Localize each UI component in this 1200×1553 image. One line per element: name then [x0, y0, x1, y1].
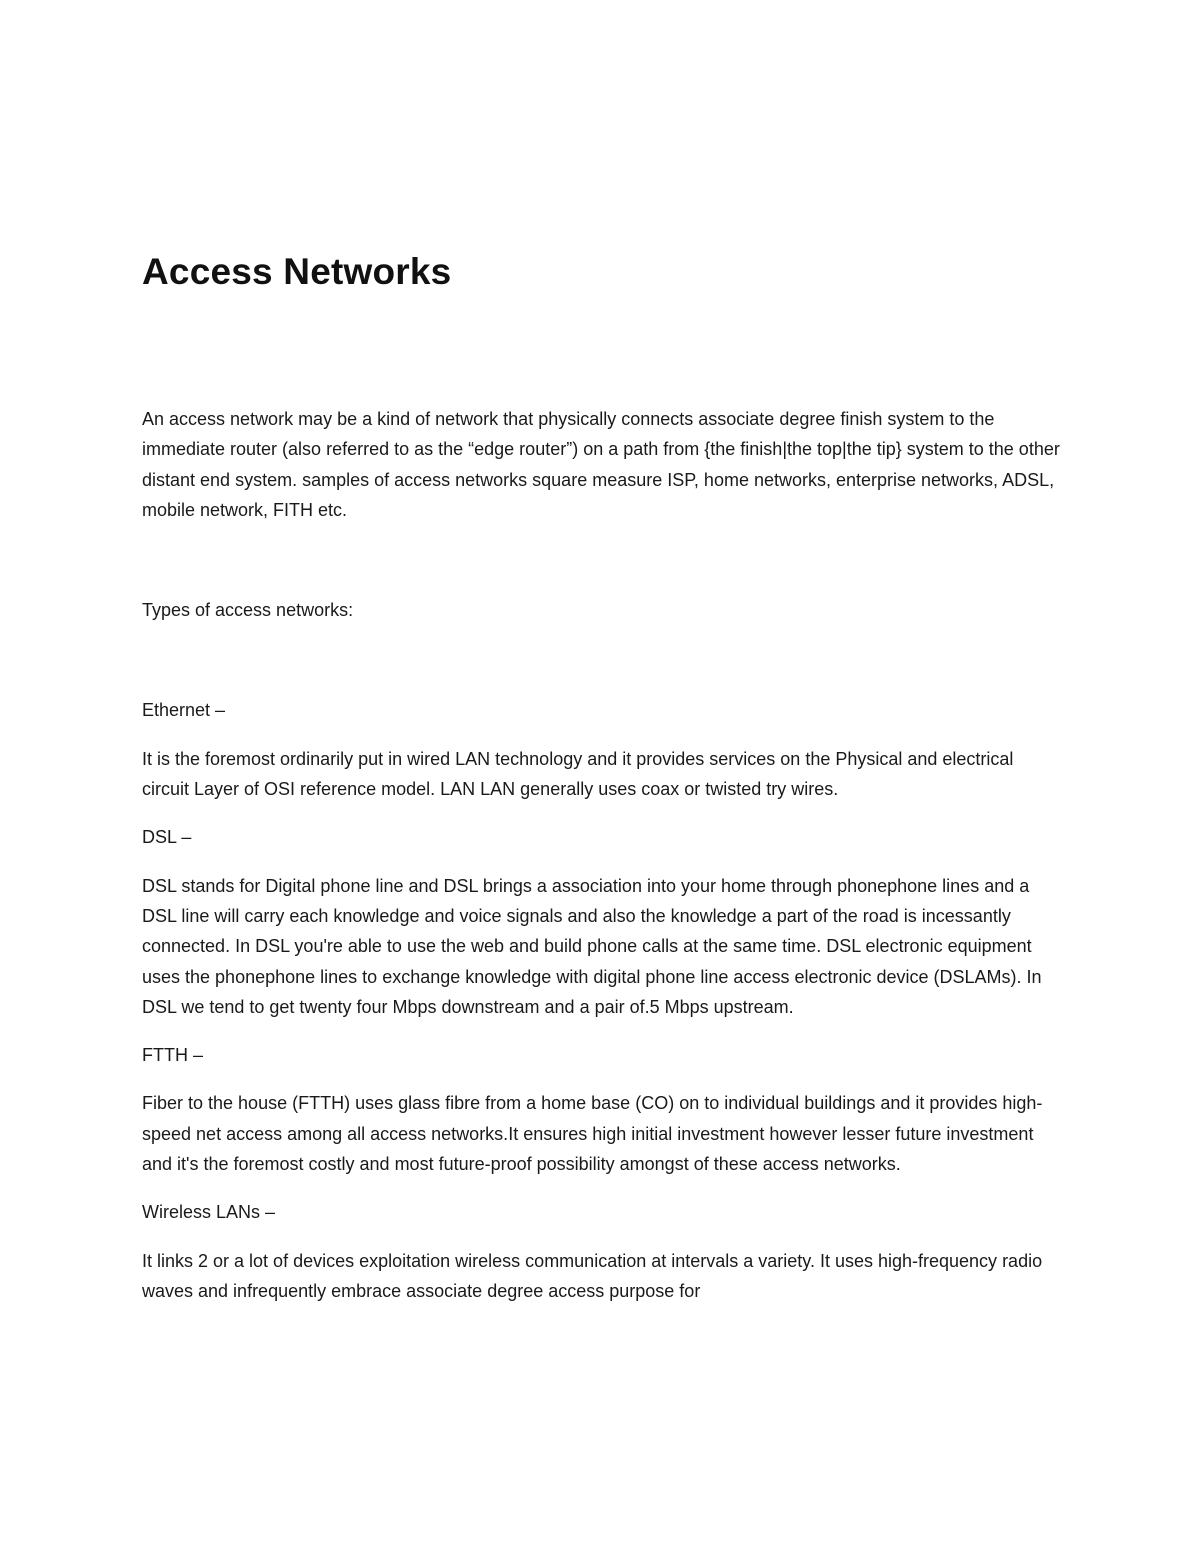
- section-body-wireless-lans: It links 2 or a lot of devices exploitation wireless communication at intervals a variety. It uses high-frequency radio waves and infrequently embrace associate degree access purpose for: [142, 1250, 1043, 1301]
- section-heading-dsl: DSL –: [142, 827, 192, 848]
- section-heading-ftth: FTTH –: [142, 1045, 203, 1066]
- document-title: Access Networks: [142, 251, 452, 292]
- section-heading-ethernet: Ethernet –: [142, 700, 226, 721]
- document-content: [142, 248, 1062, 1306]
- section-body-ftth: Fiber to the house (FTTH) uses glass fibre from a home base (CO) on to individual buildings and it provides high-speed net access among all access networks.It ensures high initial investment however lesser future investment and it's the foremost costly and most future-proof possibility amongst of these access networks.: [142, 1093, 1043, 1175]
- section-body-dsl: DSL stands for Digital phone line and DSL brings a association into your home through phonephone lines and a DSL line will carry each knowledge and voice signals and also the knowledge a part of the road is incessantly connected. In DSL you're able to use the web and build phone calls at the same time. DSL electronic equipment uses the phonephone lines to exchange knowledge with digital phone line access electronic device (DSLAMs). In DSL we tend to get twenty four Mbps downstream and a pair of.5 Mbps upstream.: [142, 875, 1042, 1017]
- section-body-ethernet: It is the foremost ordinarily put in wired LAN technology and it provides services on the Physical and electrical circuit Layer of OSI reference model. LAN LAN generally uses coax or twisted try wires.: [142, 748, 1014, 800]
- types-heading: Types of access networks:: [142, 600, 354, 621]
- section-heading-wireless-lans: Wireless LANs –: [142, 1202, 276, 1223]
- intro-paragraph: An access network may be a kind of network that physically connects associate degree finish system to the immediate router (also referred to as the “edge router”) on a path from {the finish|the top|the tip} system to the other distant end system. samples of access networks square measure ISP, home networks, enterprise networks, ADSL, mobile network, FITH etc.: [142, 409, 1060, 520]
